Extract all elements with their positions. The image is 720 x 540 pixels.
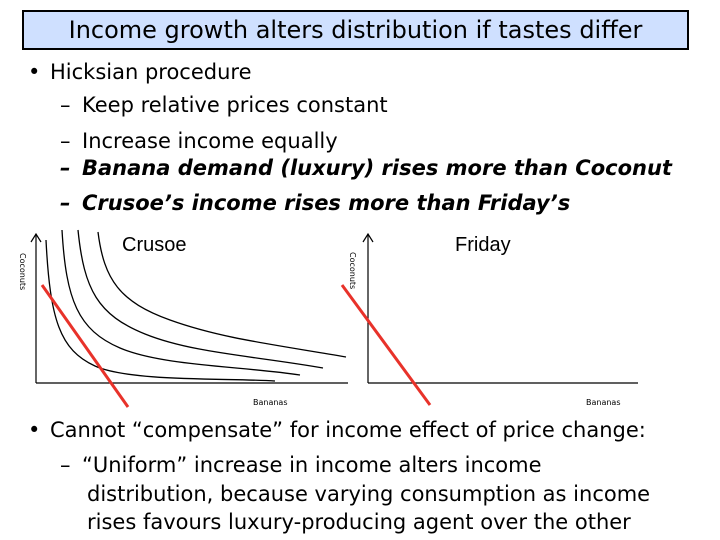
sub-bullet-text: Crusoe’s income rises more than Friday’s: [82, 191, 571, 215]
friday-chart-title: Friday: [455, 234, 511, 256]
dash-icon: –: [60, 93, 71, 117]
friday-y-label: Coconuts: [348, 252, 357, 290]
bullet-text: Cannot “compensate” for income effect of price change:: [50, 418, 646, 442]
sub-bullet-uniform-line2: distribution, because varying consumption as income: [87, 482, 651, 506]
bullet-text: Hicksian procedure: [50, 60, 252, 84]
sub-bullet-text: Banana demand (luxury) rises more than Coconut: [82, 156, 672, 180]
bullet-dot-icon: •: [28, 60, 41, 84]
slide-title: Income growth alters distribution if tastes differ: [22, 10, 689, 50]
bullet-cannot-compensate: [28, 418, 646, 442]
bullet-dot-icon: •: [28, 418, 41, 442]
crusoe-chart-title: Crusoe: [122, 234, 187, 256]
sub-bullet-uniform-line3: rises favours luxury-producing agent over the other: [87, 510, 631, 534]
friday-budget-line: [342, 285, 430, 405]
dash-icon: –: [60, 453, 71, 477]
dash-icon: –: [60, 191, 71, 215]
dash-icon: –: [60, 129, 71, 153]
sub-bullet-text: “Uniform” increase in income alters income: [82, 453, 542, 477]
dash-icon: –: [60, 156, 71, 180]
crusoe-y-label: Coconuts: [18, 253, 27, 291]
friday-diagram: [342, 234, 638, 407]
sub-bullet-uniform-line1: [60, 453, 542, 477]
sub-bullet-text: Increase income equally: [82, 129, 338, 153]
crusoe-indifference-curve-1: [46, 240, 275, 381]
crusoe-diagram: [18, 230, 348, 407]
sub-bullet-text: Keep relative prices constant: [82, 93, 388, 117]
crusoe-x-label: Bananas: [253, 398, 288, 407]
friday-x-label: Bananas: [586, 398, 621, 407]
